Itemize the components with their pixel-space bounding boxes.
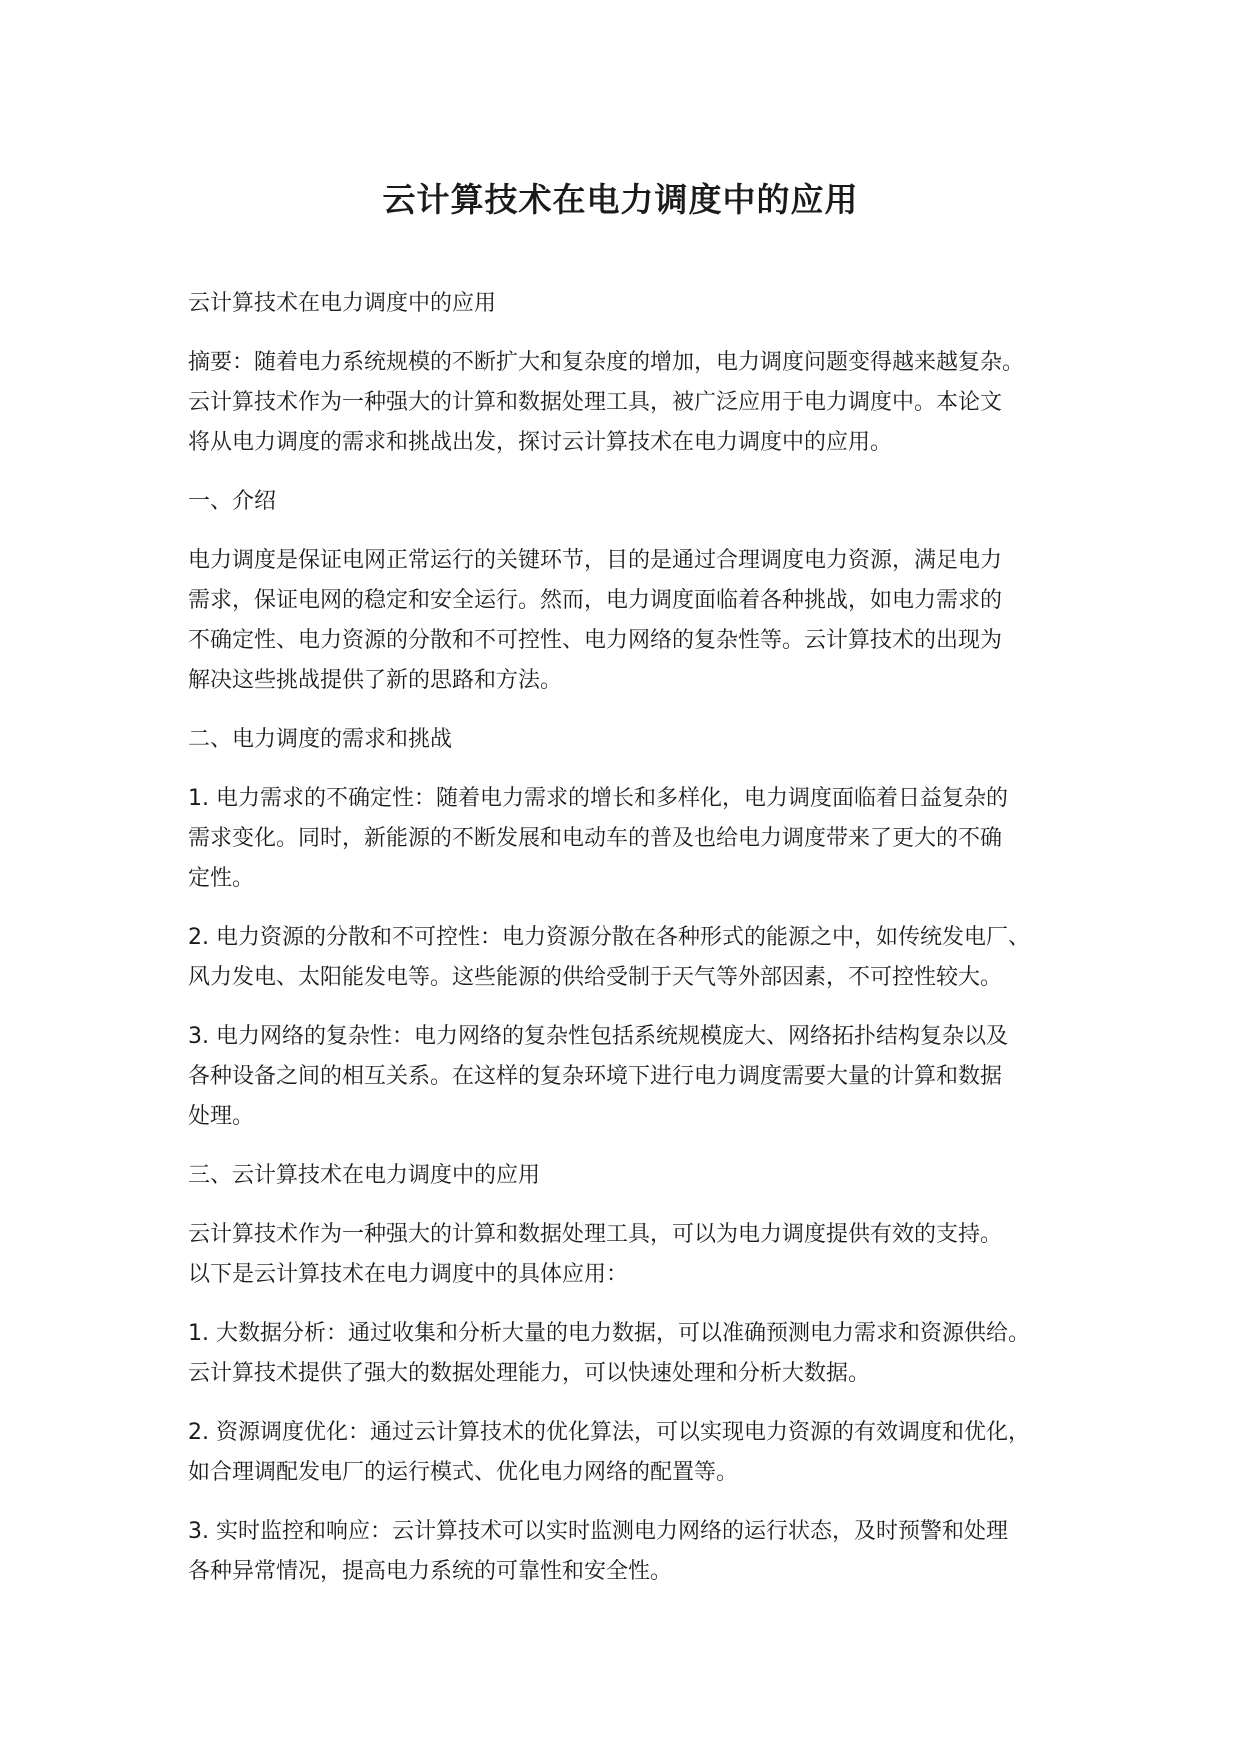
text-line: 定性。 [188,866,255,891]
document-body [188,284,1088,1611]
text-line: 三、云计算技术在电力调度中的应用 [188,1163,541,1188]
section-heading-applications [188,1156,1088,1196]
text-line: 风力发电、太阳能发电等。这些能源的供给受制于天气等外部因素，不可控性较大。 [188,965,1003,990]
text-line: 一、介绍 [188,489,277,514]
list-item-challenge-2 [188,918,1088,998]
list-item-application-2 [188,1413,1088,1493]
text-line: 云计算技术作为一种强大的计算和数据处理工具，被广泛应用于电力调度中。本论文 [188,390,1003,415]
text-line: 3. 实时监控和响应：云计算技术可以实时监测电力网络的运行状态，及时预警和处理 [188,1519,1008,1544]
text-line: 需求变化。同时，新能源的不断发展和电动车的普及也给电力调度带来了更大的不确 [188,826,1003,851]
text-line: 云计算技术作为一种强大的计算和数据处理工具，可以为电力调度提供有效的支持。 [188,1222,1003,1247]
text-line: 二、电力调度的需求和挑战 [188,727,453,752]
text-line: 各种异常情况，提高电力系统的可靠性和安全性。 [188,1559,673,1584]
paragraph-applications-intro [188,1215,1088,1295]
list-item-application-3 [188,1512,1088,1592]
text-line: 1. 大数据分析：通过收集和分析大量的电力数据，可以准确预测电力需求和资源供给。 [188,1321,1030,1346]
paragraph-subtitle [188,284,1088,324]
text-line: 3. 电力网络的复杂性：电力网络的复杂性包括系统规模庞大、网络拓扑结构复杂以及 [188,1024,1008,1049]
list-item-challenge-3 [188,1017,1088,1137]
text-line: 如合理调配发电厂的运行模式、优化电力网络的配置等。 [188,1460,739,1485]
text-line: 1. 电力需求的不确定性：随着电力需求的增长和多样化，电力调度面临着日益复杂的 [188,786,1008,811]
text-line: 将从电力调度的需求和挑战出发，探讨云计算技术在电力调度中的应用。 [188,430,893,455]
text-line: 以下是云计算技术在电力调度中的具体应用： [188,1262,629,1287]
text-line: 解决这些挑战提供了新的思路和方法。 [188,668,563,693]
text-line: 处理。 [188,1104,255,1129]
text-line: 云计算技术提供了强大的数据处理能力，可以快速处理和分析大数据。 [188,1361,871,1386]
paragraph-abstract [188,343,1088,463]
text-line: 云计算技术在电力调度中的应用 [188,291,497,316]
text-line: 电力调度是保证电网正常运行的关键环节，目的是通过合理调度电力资源，满足电力 [188,548,1003,573]
text-line: 摘要：随着电力系统规模的不断扩大和复杂度的增加，电力调度问题变得越来越复杂。 [188,350,1025,375]
section-heading-intro [188,482,1088,522]
text-line: 不确定性、电力资源的分散和不可控性、电力网络的复杂性等。云计算技术的出现为 [188,628,1003,653]
section-heading-challenges [188,720,1088,760]
list-item-application-1 [188,1314,1088,1394]
paragraph-intro [188,541,1088,701]
text-line: 2. 电力资源的分散和不可控性：电力资源分散在各种形式的能源之中，如传统发电厂、 [188,925,1030,950]
text-line: 2. 资源调度优化：通过云计算技术的优化算法，可以实现电力资源的有效调度和优化， [188,1420,1030,1445]
text-line: 各种设备之间的相互关系。在这样的复杂环境下进行电力调度需要大量的计算和数据 [188,1064,1003,1089]
document-title: 云计算技术在电力调度中的应用 [382,180,859,219]
list-item-challenge-1 [188,779,1088,899]
text-line: 需求，保证电网的稳定和安全运行。然而，电力调度面临着各种挑战，如电力需求的 [188,588,1003,613]
